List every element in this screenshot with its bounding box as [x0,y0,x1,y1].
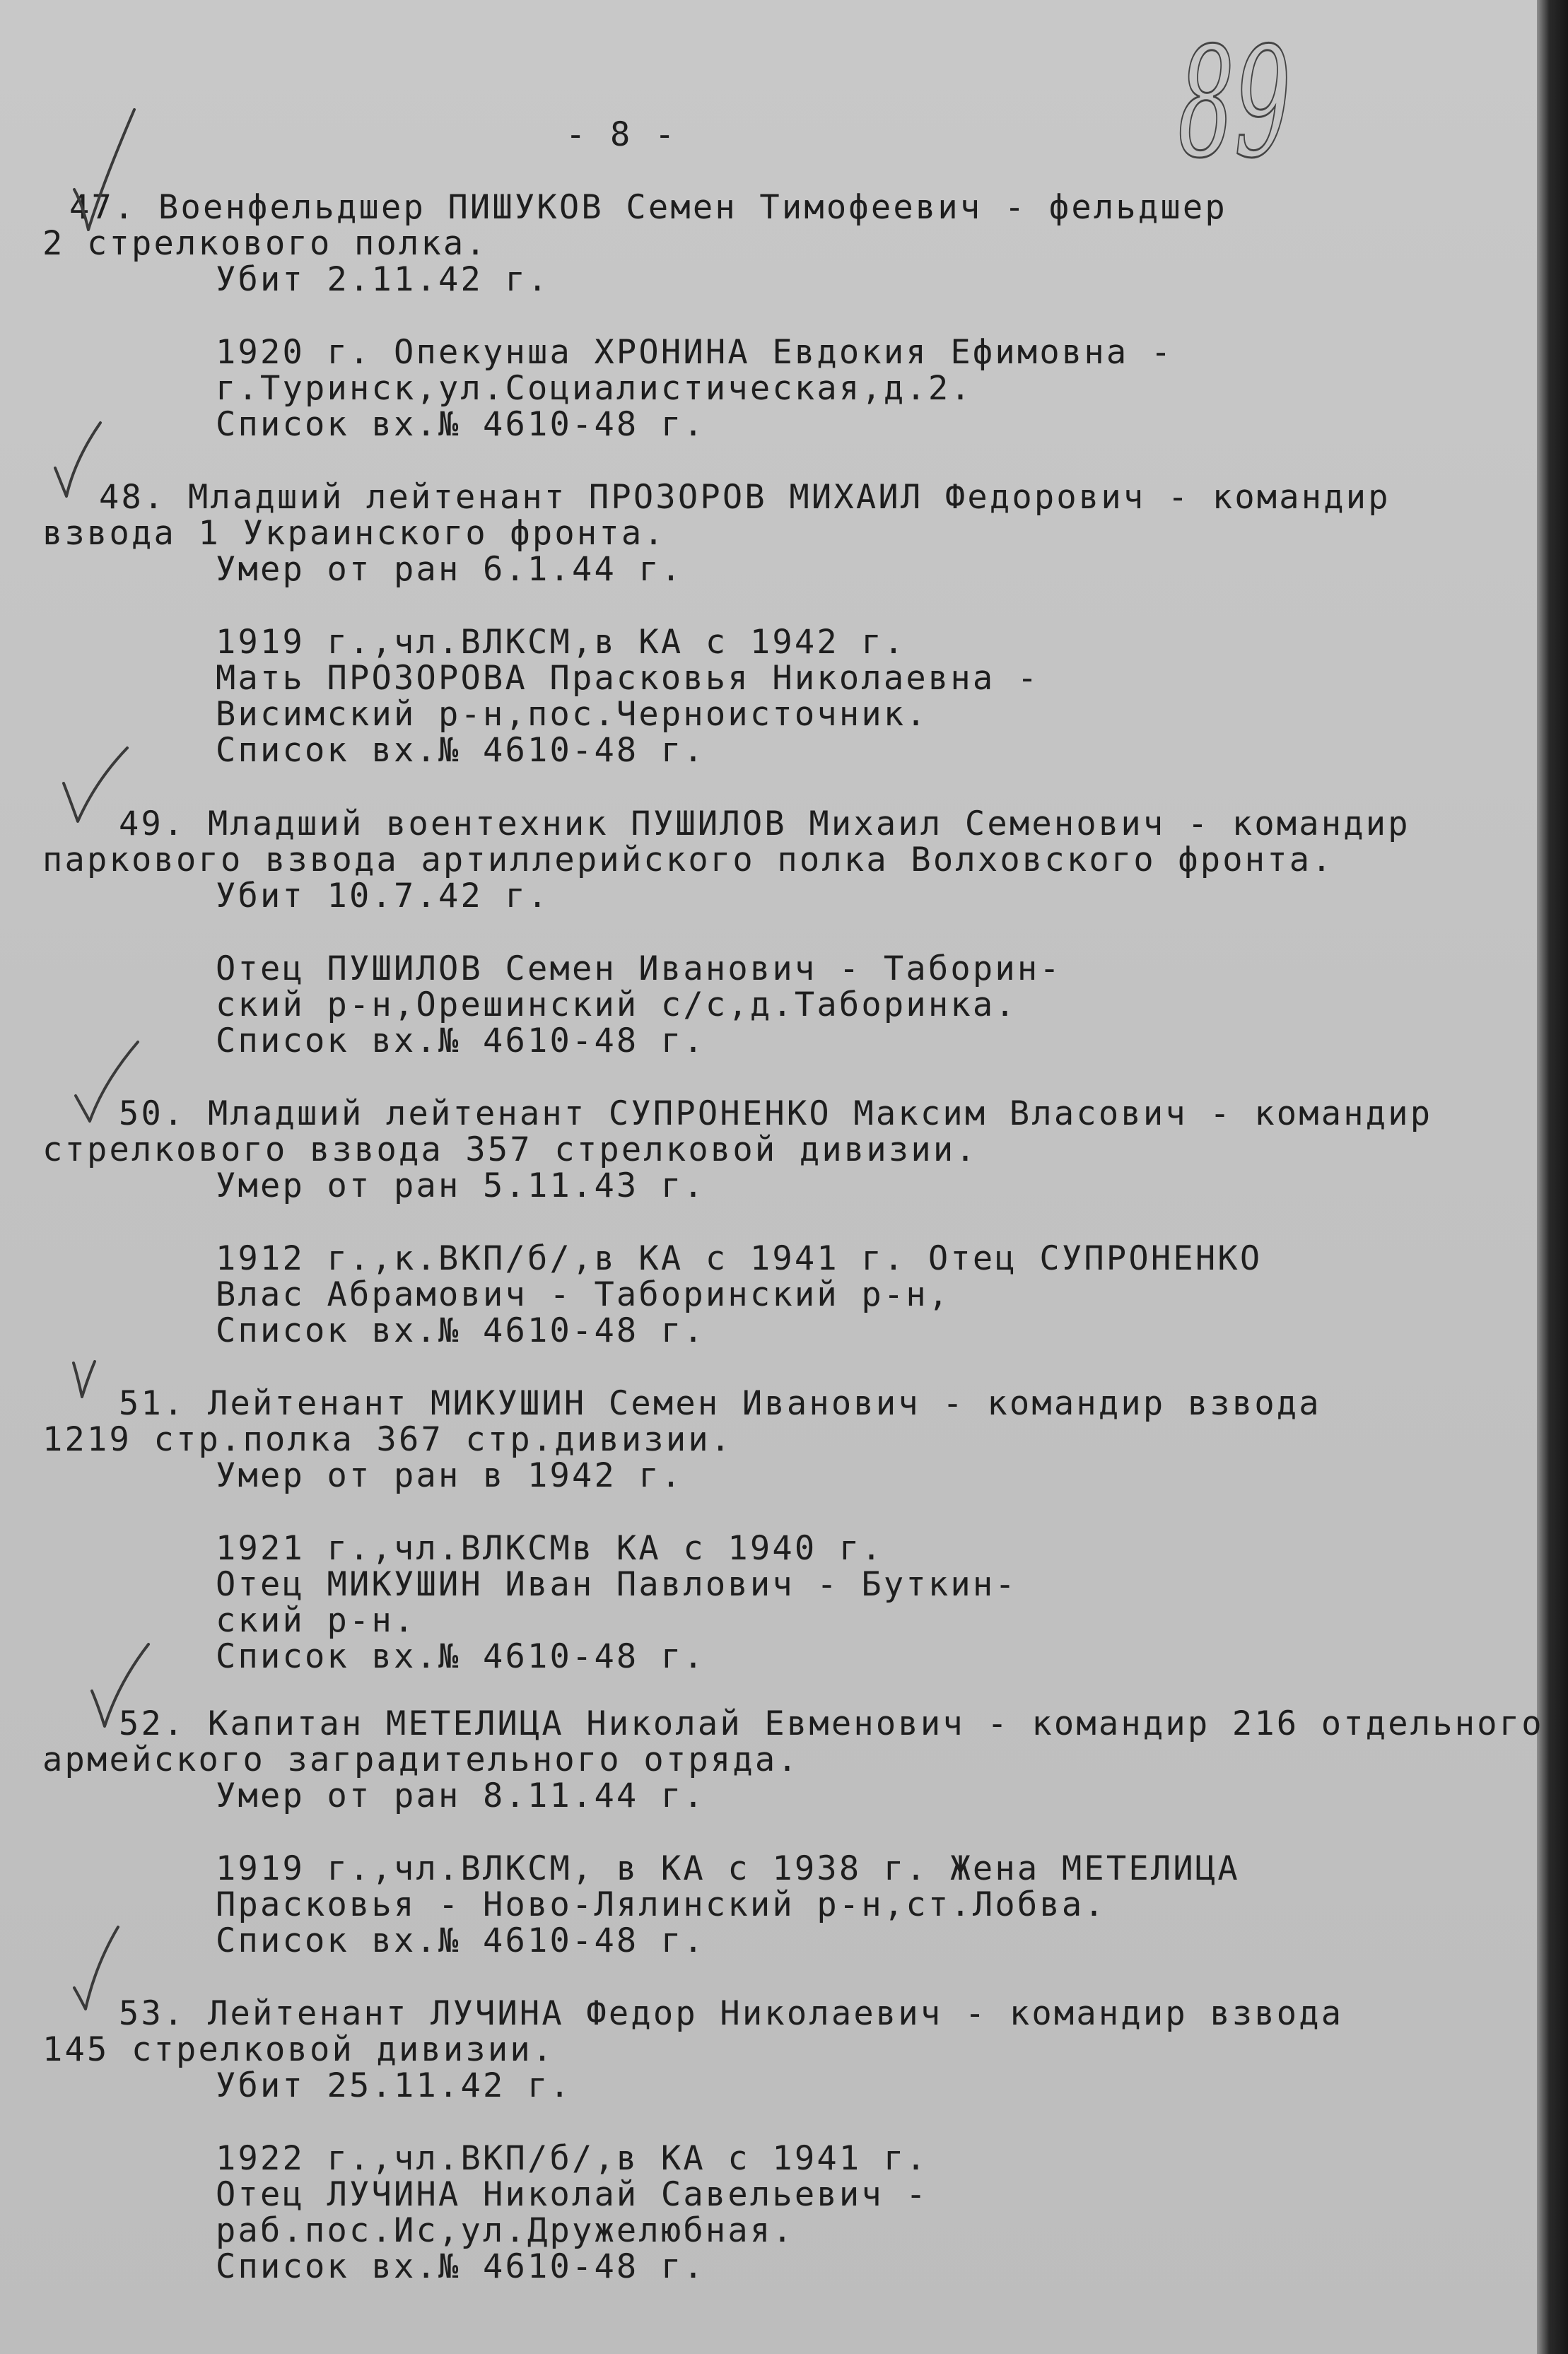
entry-death-line: Умер от ран 5.11.43 г. [216,1166,706,1205]
entry-heading: 50. Младший лейтенант СУПРОНЕНКО Максим Власович - командир [119,1094,1433,1133]
entry-text-line: 1219 стр.полка 367 стр.дивизии. [42,1420,733,1459]
entry-text-line: стрелкового взвода 357 стрелковой дивизии. [42,1130,978,1169]
entry-text-line: паркового взвода артиллерийского полка Волховского фронта. [42,841,1334,879]
checkmark-icon [85,1640,156,1732]
archive-number-digits: 89 [1178,14,1291,192]
entry-source-line: Список вх.№ 4610-48 г. [216,1311,706,1350]
page-edge-shadow [1537,0,1568,2354]
entry-text-line: взвода 1 Украинского фронта. [42,514,666,553]
entry-detail-line: ский р-н. [216,1601,416,1640]
entry-detail-line: 1919 г.,чл.ВЛКСМ,в КА с 1942 г. [216,623,906,662]
entry-death-line: Убит 2.11.42 г. [216,260,550,299]
entry-detail-line: Мать ПРОЗОРОВА Прасковья Николаевна - [216,659,1040,698]
checkmark-icon [65,1357,104,1407]
entry-detail-line: 1920 г. Опекунша ХРОНИНА Евдокия Ефимовна - [216,333,1174,372]
entry-death-line: Убит 25.11.42 г. [216,2066,572,2105]
entry-detail-line: Отец ПУШИЛОВ Семен Иванович - Таборин- [216,949,1062,988]
entry-detail-line: г.Туринск,ул.Социалистическая,д.2. [216,369,973,408]
entry-source-line: Список вх.№ 4610-48 г. [216,731,706,770]
entry-death-line: Умер от ран в 1942 г. [216,1456,684,1495]
entry-detail-line: раб.пос.Ис,ул.Дружелюбная. [216,2211,795,2250]
entry-heading: 48. Младший лейтенант ПРОЗОРОВ МИХАИЛ Федорович - командир [99,478,1391,517]
entry-detail-line: Отец ЛУЧИНА Николай Савельевич - [216,2175,928,2214]
entry-text-line: армейского заградительного отряда. [42,1740,800,1779]
checkmark-icon [67,1923,131,2015]
entry-text-line: 145 стрелковой дивизии. [42,2030,555,2069]
entry-source-line: Список вх.№ 4610-48 г. [216,2247,706,2286]
entry-detail-line: 1922 г.,чл.ВКП/б/,в КА с 1941 г. [216,2139,928,2178]
entry-detail-line: 1912 г.,к.ВКП/б/,в КА с 1941 г. Отец СУПРОНЕНКО [216,1239,1263,1278]
entry-detail-line: 1921 г.,чл.ВЛКСМв КА с 1940 г. [216,1529,884,1568]
entry-source-line: Список вх.№ 4610-48 г. [216,1021,706,1060]
entry-detail-line: Прасковья - Ново-Лялинский р-н,ст.Лобва. [216,1885,1106,1924]
entry-heading: 47. Военфельдшер ПИШУКОВ Семен Тимофеевич - фельдшер [69,188,1227,227]
entry-detail-line: ский р-н,Орешинский с/с,д.Таборинка. [216,985,1017,1024]
checkmark-icon [57,742,134,831]
entry-detail-line: Влас Абрамович - Таборинский р-н, [216,1275,951,1314]
entry-source-line: Список вх.№ 4610-48 г. [216,1637,706,1676]
entry-source-line: Список вх.№ 4610-48 г. [216,405,706,444]
entry-heading: 51. Лейтенант МИКУШИН Семен Иванович - командир взвода [119,1384,1321,1423]
checkmark-icon [67,106,145,240]
entry-heading: 52. Капитан МЕТЕЛИЦА Николай Евменович - командир 216 отдельного [119,1704,1544,1743]
entry-source-line: Список вх.№ 4610-48 г. [216,1921,706,1960]
entry-death-line: Умер от ран 8.11.44 г. [216,1776,706,1815]
entry-heading: 53. Лейтенант ЛУЧИНА Федор Николаевич - командир взвода [119,1994,1344,2033]
handwritten-archive-number [1174,14,1294,192]
entry-death-line: Убит 10.7.42 г. [216,877,550,915]
entry-text-line: 2 стрелкового полка. [42,224,488,263]
checkmark-icon [49,417,113,509]
page-number: - 8 - [566,115,677,154]
checkmark-icon [67,1038,145,1126]
entry-detail-line: Отец МИКУШИН Иван Павлович - Буткин- [216,1565,1017,1604]
entry-heading: 49. Младший воентехник ПУШИЛОВ Михаил Семенович - командир [119,804,1410,843]
entry-detail-line: 1919 г.,чл.ВЛКСМ, в КА с 1938 г. Жена МЕТЕЛИЦА [216,1849,1240,1888]
entry-detail-line: Висимский р-н,пос.Черноисточник. [216,695,928,734]
entry-death-line: Умер от ран 6.1.44 г. [216,550,684,589]
